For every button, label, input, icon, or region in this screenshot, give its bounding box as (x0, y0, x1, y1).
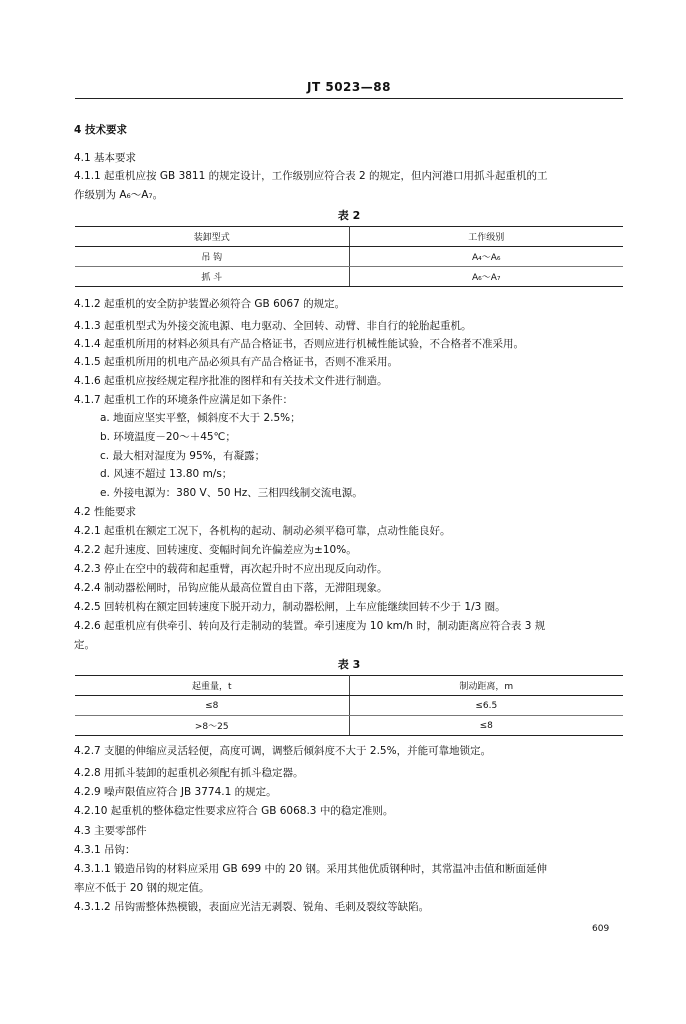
clause-4-3-1-1: 4.3.1.1 锻造吊钩的材料应采用 GB 699 中的 20 钢。采用其他优质钢种时，其常温冲击值和断面延伸 (74, 863, 548, 875)
clause-4-2-5: 4.2.5 回转机构在额定回转速度下脱开动力，制动器松闸，上车应能继续回转不少于 1/3 圈。 (74, 601, 506, 613)
clause-4-1-1-cont: 作级别为 A₆～A₇。 (74, 189, 164, 201)
table-cell: A₆～A₇ (349, 267, 623, 287)
clause-4-2-8: 4.2.8 用抓斗装卸的起重机必须配有抓斗稳定器。 (74, 767, 304, 779)
clause-4-3-1-1-cont: 率应不低于 20 钢的规定值。 (74, 882, 210, 894)
clause-4-1-5: 4.1.5 起重机所用的机电产品必须具有产品合格证书，否则不准采用。 (74, 356, 399, 368)
page-header: JT 5023—88 (307, 80, 391, 94)
table-3 (75, 675, 623, 736)
item-b: b. 环境温度－20～＋45℃； (100, 431, 236, 443)
table-row (75, 696, 623, 716)
table-2-header-level: 工作级别 (349, 227, 623, 247)
table-row (75, 247, 623, 267)
clause-4-2-3: 4.2.3 停止在空中的载荷和起重臂，再次起升时不应出现反向动作。 (74, 563, 388, 575)
clause-4-2-9: 4.2.9 噪声限值应符合 JB 3774.1 的规定。 (74, 786, 277, 798)
section-4-2: 4.2 性能要求 (74, 506, 137, 518)
table-3-header-load: 起重量，t (75, 676, 349, 696)
table-cell: 抓 斗 (75, 267, 349, 287)
section-4-1: 4.1 基本要求 (74, 152, 137, 164)
item-c: c. 最大相对湿度为 95%，有凝露； (100, 450, 266, 462)
table-cell: A₄～A₆ (349, 247, 623, 267)
table-cell: ≤8 (349, 716, 623, 736)
clause-4-1-3: 4.1.3 起重机型式为外接交流电源、电力驱动、全回转、动臂、非自行的轮胎起重机。 (74, 320, 472, 332)
item-a: a. 地面应坚实平整，倾斜度不大于 2.5%； (100, 412, 301, 424)
clause-4-1-2: 4.1.2 起重机的安全防护装置必须符合 GB 6067 的规定。 (74, 298, 346, 310)
clause-4-2-6-cont: 定。 (74, 639, 95, 651)
table-row (75, 267, 623, 287)
page-number: 609 (592, 924, 610, 934)
clause-4-1-6: 4.1.6 起重机应按经规定程序批准的图样和有关技术文件进行制造。 (74, 375, 388, 387)
clause-4-2-10: 4.2.10 起重机的整体稳定性要求应符合 GB 6068.3 中的稳定准则。 (74, 805, 394, 817)
item-e: e. 外接电源为：380 V、50 Hz、三相四线制交流电源。 (100, 487, 363, 499)
table-cell: ≤6.5 (349, 696, 623, 716)
table-2-header-type: 装卸型式 (75, 227, 349, 247)
table-3-header-distance: 制动距离，m (349, 676, 623, 696)
table-cell: 吊 钩 (75, 247, 349, 267)
clause-4-1-1: 4.1.1 起重机应按 GB 3811 的规定设计，工作级别应符合表 2 的规定，但内河港口用抓斗起重机的工 (74, 170, 548, 182)
clause-4-2-2: 4.2.2 起升速度、回转速度、变幅时间允许偏差应为±10%。 (74, 544, 357, 556)
item-d: d. 风速不超过 13.80 m/s； (100, 468, 233, 480)
clause-4-2-4: 4.2.4 制动器松闸时，吊钩应能从最高位置自由下落，无滞阻现象。 (74, 582, 388, 594)
table-3-title: 表 3 (337, 658, 361, 671)
clause-4-2-6: 4.2.6 起重机应有供牵引、转向及行走制动的装置。牵引速度为 10 km/h 时，制动距离应符合表 3 规 (74, 620, 546, 632)
clause-4-1-7: 4.1.7 起重机工作的环境条件应满足如下条件： (74, 394, 294, 406)
table-row (75, 716, 623, 736)
clause-4-3-1: 4.3.1 吊钩： (74, 844, 136, 856)
section-4-title: 4 技术要求 (74, 124, 127, 136)
table-2-title: 表 2 (337, 209, 361, 222)
clause-4-2-7: 4.2.7 支腿的伸缩应灵活轻便，高度可调，调整后倾斜度不大于 2.5%，并能可靠地锁定。 (74, 745, 492, 757)
table-cell: ≤8 (75, 696, 349, 716)
header-rule (75, 98, 623, 99)
clause-4-2-1: 4.2.1 起重机在额定工况下，各机构的起动、制动必须平稳可靠，点动性能良好。 (74, 525, 451, 537)
clause-4-3-1-2: 4.3.1.2 吊钩需整体热模锻，表面应光洁无剥裂、锐角、毛刺及裂纹等缺陷。 (74, 901, 430, 913)
table-2 (75, 226, 623, 287)
clause-4-1-4: 4.1.4 起重机所用的材料必须具有产品合格证书，否则应进行机械性能试验，不合格者不准采用。 (74, 338, 525, 350)
section-4-3: 4.3 主要零部件 (74, 825, 147, 837)
table-cell: >8～25 (75, 716, 349, 736)
